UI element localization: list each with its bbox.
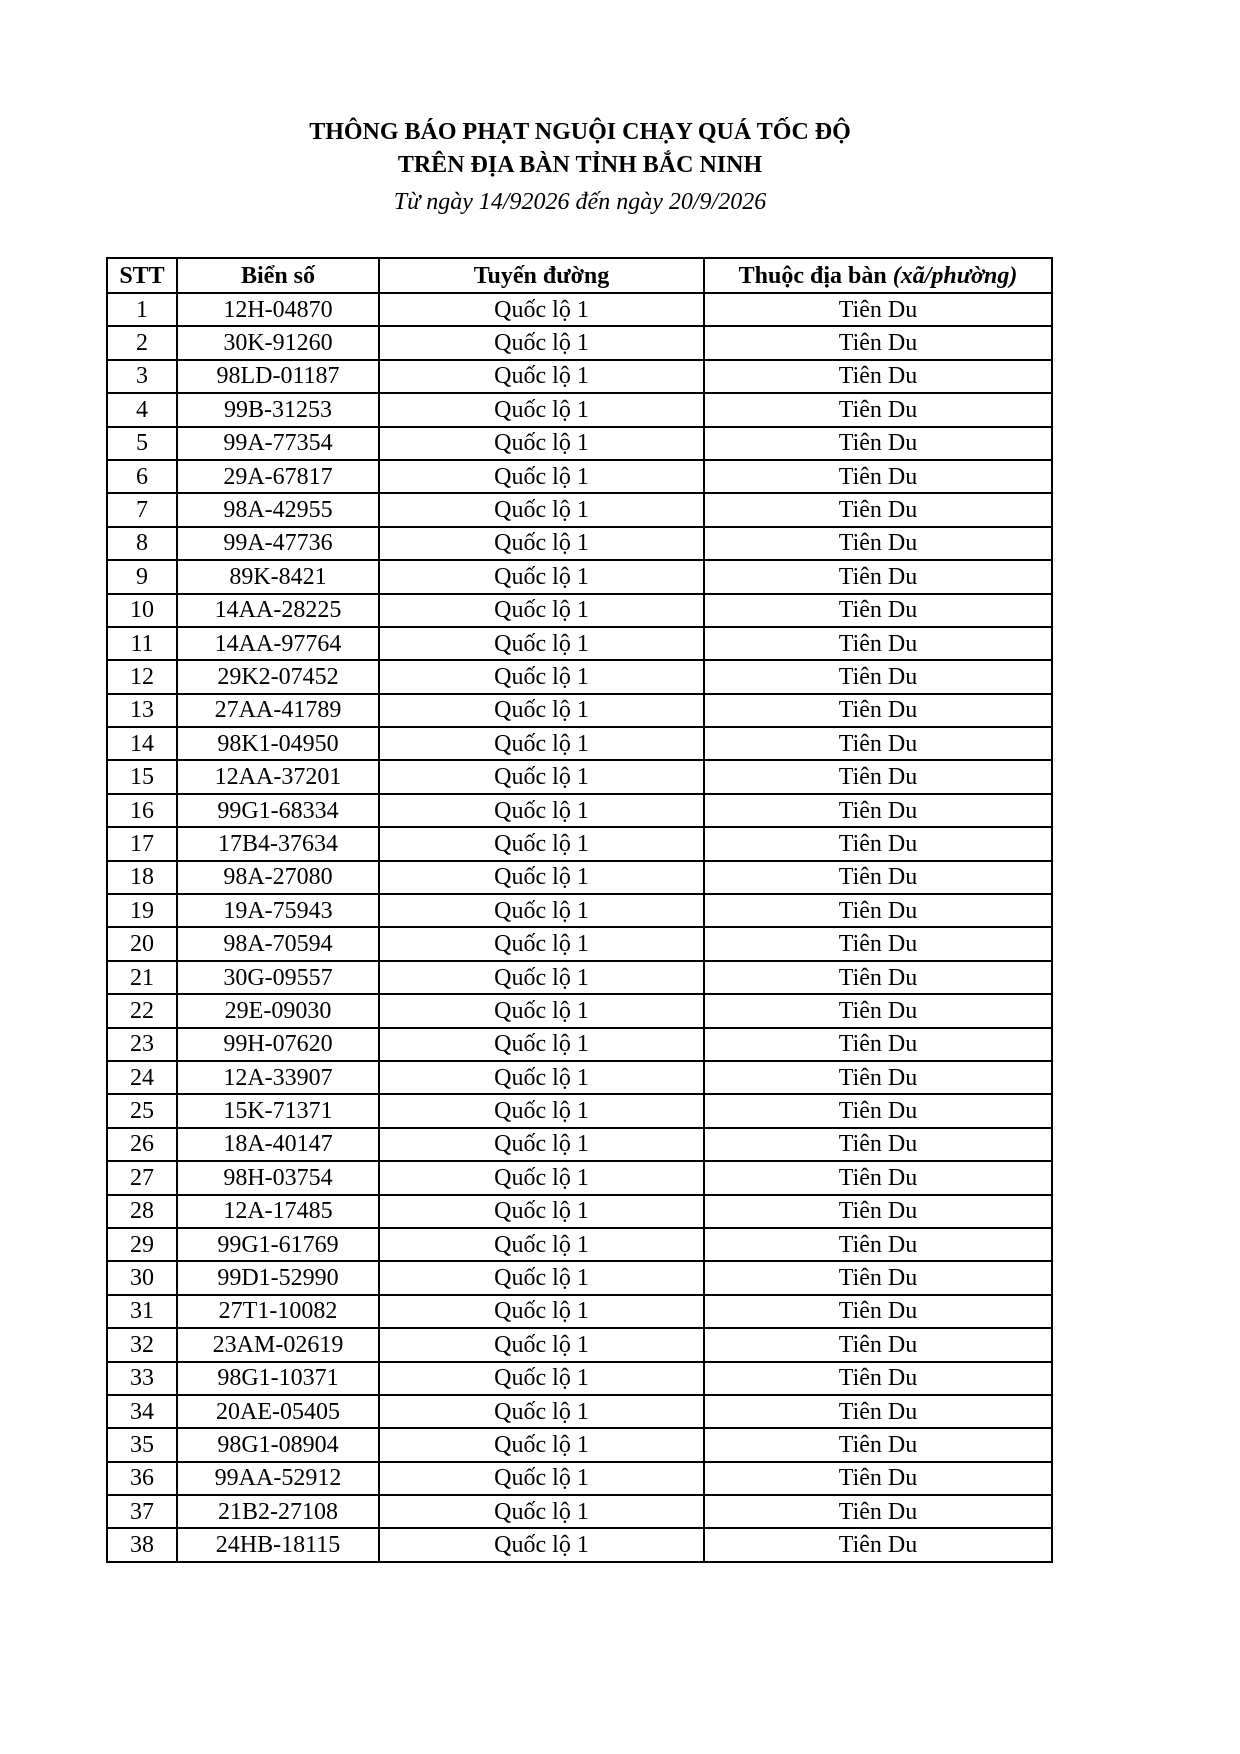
row-road: Quốc lộ 1 bbox=[379, 560, 704, 593]
table-row bbox=[107, 1428, 1052, 1461]
row-plate: 98LD-01187 bbox=[177, 360, 379, 393]
row-area: Tiên Du bbox=[704, 660, 1052, 693]
table-row bbox=[107, 794, 1052, 827]
row-area: Tiên Du bbox=[704, 493, 1052, 526]
table-row bbox=[107, 1028, 1052, 1061]
row-road: Quốc lộ 1 bbox=[379, 326, 704, 359]
table-row bbox=[107, 460, 1052, 493]
row-plate: 15K-71371 bbox=[177, 1094, 379, 1127]
row-plate: 99AA-52912 bbox=[177, 1462, 379, 1495]
column-header-area bbox=[704, 258, 1052, 293]
row-stt: 37 bbox=[107, 1495, 177, 1528]
row-road: Quốc lộ 1 bbox=[379, 1161, 704, 1194]
row-road: Quốc lộ 1 bbox=[379, 1128, 704, 1161]
row-road: Quốc lộ 1 bbox=[379, 994, 704, 1027]
column-header-area-hint: (xã/phường) bbox=[892, 262, 1018, 289]
row-plate: 14AA-97764 bbox=[177, 627, 379, 660]
row-area: Tiên Du bbox=[704, 627, 1052, 660]
row-stt: 12 bbox=[107, 660, 177, 693]
table-row bbox=[107, 1228, 1052, 1261]
row-area: Tiên Du bbox=[704, 1462, 1052, 1495]
row-road: Quốc lộ 1 bbox=[379, 1228, 704, 1261]
row-area: Tiên Du bbox=[704, 1228, 1052, 1261]
row-plate: 24HB-18115 bbox=[177, 1528, 379, 1561]
row-stt: 17 bbox=[107, 827, 177, 860]
row-road: Quốc lộ 1 bbox=[379, 1462, 704, 1495]
row-plate: 29K2-07452 bbox=[177, 660, 379, 693]
document-title-line2: TRÊN ĐỊA BÀN TỈNH BẮC NINH bbox=[397, 152, 763, 178]
row-stt: 20 bbox=[107, 927, 177, 960]
row-road: Quốc lộ 1 bbox=[379, 393, 704, 426]
row-stt: 15 bbox=[107, 760, 177, 793]
row-stt: 4 bbox=[107, 393, 177, 426]
row-area: Tiên Du bbox=[704, 927, 1052, 960]
row-plate: 98G1-08904 bbox=[177, 1428, 379, 1461]
row-plate: 29A-67817 bbox=[177, 460, 379, 493]
table-header-row bbox=[107, 258, 1052, 293]
row-road: Quốc lộ 1 bbox=[379, 1328, 704, 1361]
row-plate: 30G-09557 bbox=[177, 961, 379, 994]
row-plate: 99D1-52990 bbox=[177, 1261, 379, 1294]
table-row bbox=[107, 694, 1052, 727]
row-area: Tiên Du bbox=[704, 1328, 1052, 1361]
row-stt: 1 bbox=[107, 293, 177, 326]
row-area: Tiên Du bbox=[704, 861, 1052, 894]
table-row bbox=[107, 493, 1052, 526]
row-road: Quốc lộ 1 bbox=[379, 627, 704, 660]
row-stt: 36 bbox=[107, 1462, 177, 1495]
row-area: Tiên Du bbox=[704, 827, 1052, 860]
row-stt: 2 bbox=[107, 326, 177, 359]
row-road: Quốc lộ 1 bbox=[379, 1395, 704, 1428]
row-area: Tiên Du bbox=[704, 460, 1052, 493]
row-stt: 34 bbox=[107, 1395, 177, 1428]
row-area: Tiên Du bbox=[704, 1128, 1052, 1161]
row-area: Tiên Du bbox=[704, 326, 1052, 359]
table-row bbox=[107, 527, 1052, 560]
document-title: THÔNG BÁO PHẠT NGUỘI CHẠY QUÁ TỐC ĐỘ bbox=[309, 119, 851, 145]
row-area: Tiên Du bbox=[704, 560, 1052, 593]
row-area: Tiên Du bbox=[704, 527, 1052, 560]
row-stt: 13 bbox=[107, 694, 177, 727]
row-road: Quốc lộ 1 bbox=[379, 1195, 704, 1228]
row-area: Tiên Du bbox=[704, 427, 1052, 460]
row-area: Tiên Du bbox=[704, 961, 1052, 994]
row-area: Tiên Du bbox=[704, 1395, 1052, 1428]
row-plate: 99G1-61769 bbox=[177, 1228, 379, 1261]
row-road: Quốc lộ 1 bbox=[379, 794, 704, 827]
violation-table bbox=[106, 257, 1053, 1563]
row-area: Tiên Du bbox=[704, 1028, 1052, 1061]
row-plate: 14AA-28225 bbox=[177, 594, 379, 627]
row-stt: 9 bbox=[107, 560, 177, 593]
row-plate: 27T1-10082 bbox=[177, 1295, 379, 1328]
date-range: Từ ngày 14/92026 đến ngày 20/9/2026 bbox=[393, 189, 767, 215]
row-plate: 19A-75943 bbox=[177, 894, 379, 927]
row-road: Quốc lộ 1 bbox=[379, 594, 704, 627]
table-row bbox=[107, 1161, 1052, 1194]
row-plate: 99G1-68334 bbox=[177, 794, 379, 827]
row-area: Tiên Du bbox=[704, 1528, 1052, 1561]
row-stt: 33 bbox=[107, 1362, 177, 1395]
row-road: Quốc lộ 1 bbox=[379, 293, 704, 326]
row-stt: 5 bbox=[107, 427, 177, 460]
table-row bbox=[107, 393, 1052, 426]
row-stt: 25 bbox=[107, 1094, 177, 1127]
column-header-area-label: Thuộc địa bàn bbox=[738, 262, 887, 289]
column-header-road: Tuyến đường bbox=[379, 258, 704, 293]
row-stt: 11 bbox=[107, 627, 177, 660]
row-road: Quốc lộ 1 bbox=[379, 861, 704, 894]
row-area: Tiên Du bbox=[704, 360, 1052, 393]
row-road: Quốc lộ 1 bbox=[379, 694, 704, 727]
table-row bbox=[107, 1362, 1052, 1395]
row-area: Tiên Du bbox=[704, 1094, 1052, 1127]
row-road: Quốc lộ 1 bbox=[379, 961, 704, 994]
row-stt: 3 bbox=[107, 360, 177, 393]
table-row bbox=[107, 727, 1052, 760]
row-stt: 8 bbox=[107, 527, 177, 560]
row-stt: 35 bbox=[107, 1428, 177, 1461]
table-row bbox=[107, 1462, 1052, 1495]
row-area: Tiên Du bbox=[704, 1295, 1052, 1328]
row-area: Tiên Du bbox=[704, 894, 1052, 927]
table-row bbox=[107, 427, 1052, 460]
row-plate: 98A-42955 bbox=[177, 493, 379, 526]
row-plate: 12A-17485 bbox=[177, 1195, 379, 1228]
row-stt: 21 bbox=[107, 961, 177, 994]
row-area: Tiên Du bbox=[704, 1428, 1052, 1461]
row-road: Quốc lộ 1 bbox=[379, 527, 704, 560]
row-stt: 22 bbox=[107, 994, 177, 1027]
row-road: Quốc lộ 1 bbox=[379, 760, 704, 793]
row-road: Quốc lộ 1 bbox=[379, 360, 704, 393]
row-stt: 30 bbox=[107, 1261, 177, 1294]
column-header-plate: Biển số bbox=[177, 258, 379, 293]
table-row bbox=[107, 1295, 1052, 1328]
table-row bbox=[107, 1128, 1052, 1161]
row-area: Tiên Du bbox=[704, 1161, 1052, 1194]
table-row bbox=[107, 927, 1052, 960]
table-row bbox=[107, 660, 1052, 693]
table-row bbox=[107, 827, 1052, 860]
row-plate: 12AA-37201 bbox=[177, 760, 379, 793]
row-area: Tiên Du bbox=[704, 1195, 1052, 1228]
row-plate: 12H-04870 bbox=[177, 293, 379, 326]
row-area: Tiên Du bbox=[704, 293, 1052, 326]
row-stt: 18 bbox=[107, 861, 177, 894]
row-area: Tiên Du bbox=[704, 393, 1052, 426]
row-plate: 27AA-41789 bbox=[177, 694, 379, 727]
row-plate: 23AM-02619 bbox=[177, 1328, 379, 1361]
row-plate: 99A-47736 bbox=[177, 527, 379, 560]
row-road: Quốc lộ 1 bbox=[379, 1028, 704, 1061]
table-row bbox=[107, 293, 1052, 326]
row-plate: 98A-27080 bbox=[177, 861, 379, 894]
row-road: Quốc lộ 1 bbox=[379, 927, 704, 960]
row-stt: 38 bbox=[107, 1528, 177, 1561]
row-area: Tiên Du bbox=[704, 727, 1052, 760]
row-stt: 32 bbox=[107, 1328, 177, 1361]
row-stt: 6 bbox=[107, 460, 177, 493]
row-area: Tiên Du bbox=[704, 794, 1052, 827]
row-area: Tiên Du bbox=[704, 594, 1052, 627]
row-area: Tiên Du bbox=[704, 1261, 1052, 1294]
row-plate: 21B2-27108 bbox=[177, 1495, 379, 1528]
row-road: Quốc lộ 1 bbox=[379, 727, 704, 760]
table-row bbox=[107, 1195, 1052, 1228]
row-area: Tiên Du bbox=[704, 994, 1052, 1027]
row-plate: 29E-09030 bbox=[177, 994, 379, 1027]
row-area: Tiên Du bbox=[704, 760, 1052, 793]
table-row bbox=[107, 1528, 1052, 1561]
row-plate: 17B4-37634 bbox=[177, 827, 379, 860]
row-stt: 26 bbox=[107, 1128, 177, 1161]
row-road: Quốc lộ 1 bbox=[379, 1528, 704, 1561]
row-area: Tiên Du bbox=[704, 1362, 1052, 1395]
table-row bbox=[107, 861, 1052, 894]
row-plate: 98G1-10371 bbox=[177, 1362, 379, 1395]
table-row bbox=[107, 760, 1052, 793]
table-row bbox=[107, 560, 1052, 593]
table-row bbox=[107, 961, 1052, 994]
row-stt: 24 bbox=[107, 1061, 177, 1094]
row-stt: 10 bbox=[107, 594, 177, 627]
table-row bbox=[107, 1495, 1052, 1528]
row-plate: 98H-03754 bbox=[177, 1161, 379, 1194]
row-road: Quốc lộ 1 bbox=[379, 660, 704, 693]
row-plate: 30K-91260 bbox=[177, 326, 379, 359]
row-road: Quốc lộ 1 bbox=[379, 1261, 704, 1294]
row-plate: 12A-33907 bbox=[177, 1061, 379, 1094]
row-stt: 16 bbox=[107, 794, 177, 827]
row-road: Quốc lộ 1 bbox=[379, 894, 704, 927]
row-stt: 29 bbox=[107, 1228, 177, 1261]
row-road: Quốc lộ 1 bbox=[379, 1495, 704, 1528]
table-row bbox=[107, 594, 1052, 627]
row-road: Quốc lộ 1 bbox=[379, 1295, 704, 1328]
row-plate: 99B-31253 bbox=[177, 393, 379, 426]
row-road: Quốc lộ 1 bbox=[379, 827, 704, 860]
row-stt: 27 bbox=[107, 1161, 177, 1194]
table-row bbox=[107, 994, 1052, 1027]
table-row bbox=[107, 1328, 1052, 1361]
row-stt: 14 bbox=[107, 727, 177, 760]
table-row bbox=[107, 1261, 1052, 1294]
row-plate: 99A-77354 bbox=[177, 427, 379, 460]
row-road: Quốc lộ 1 bbox=[379, 1061, 704, 1094]
row-road: Quốc lộ 1 bbox=[379, 460, 704, 493]
row-stt: 7 bbox=[107, 493, 177, 526]
table-row bbox=[107, 1061, 1052, 1094]
row-area: Tiên Du bbox=[704, 694, 1052, 727]
row-plate: 89K-8421 bbox=[177, 560, 379, 593]
row-stt: 23 bbox=[107, 1028, 177, 1061]
table-row bbox=[107, 1094, 1052, 1127]
table-row bbox=[107, 627, 1052, 660]
row-plate: 18A-40147 bbox=[177, 1128, 379, 1161]
row-plate: 20AE-05405 bbox=[177, 1395, 379, 1428]
row-stt: 19 bbox=[107, 894, 177, 927]
table-row bbox=[107, 360, 1052, 393]
row-road: Quốc lộ 1 bbox=[379, 493, 704, 526]
row-road: Quốc lộ 1 bbox=[379, 427, 704, 460]
table-row bbox=[107, 1395, 1052, 1428]
row-area: Tiên Du bbox=[704, 1061, 1052, 1094]
row-stt: 31 bbox=[107, 1295, 177, 1328]
row-road: Quốc lộ 1 bbox=[379, 1428, 704, 1461]
row-plate: 98A-70594 bbox=[177, 927, 379, 960]
row-road: Quốc lộ 1 bbox=[379, 1094, 704, 1127]
table-row bbox=[107, 326, 1052, 359]
table-row bbox=[107, 894, 1052, 927]
row-area: Tiên Du bbox=[704, 1495, 1052, 1528]
table-body bbox=[107, 293, 1052, 1562]
row-road: Quốc lộ 1 bbox=[379, 1362, 704, 1395]
row-plate: 98K1-04950 bbox=[177, 727, 379, 760]
column-header-stt: STT bbox=[107, 258, 177, 293]
row-plate: 99H-07620 bbox=[177, 1028, 379, 1061]
row-stt: 28 bbox=[107, 1195, 177, 1228]
